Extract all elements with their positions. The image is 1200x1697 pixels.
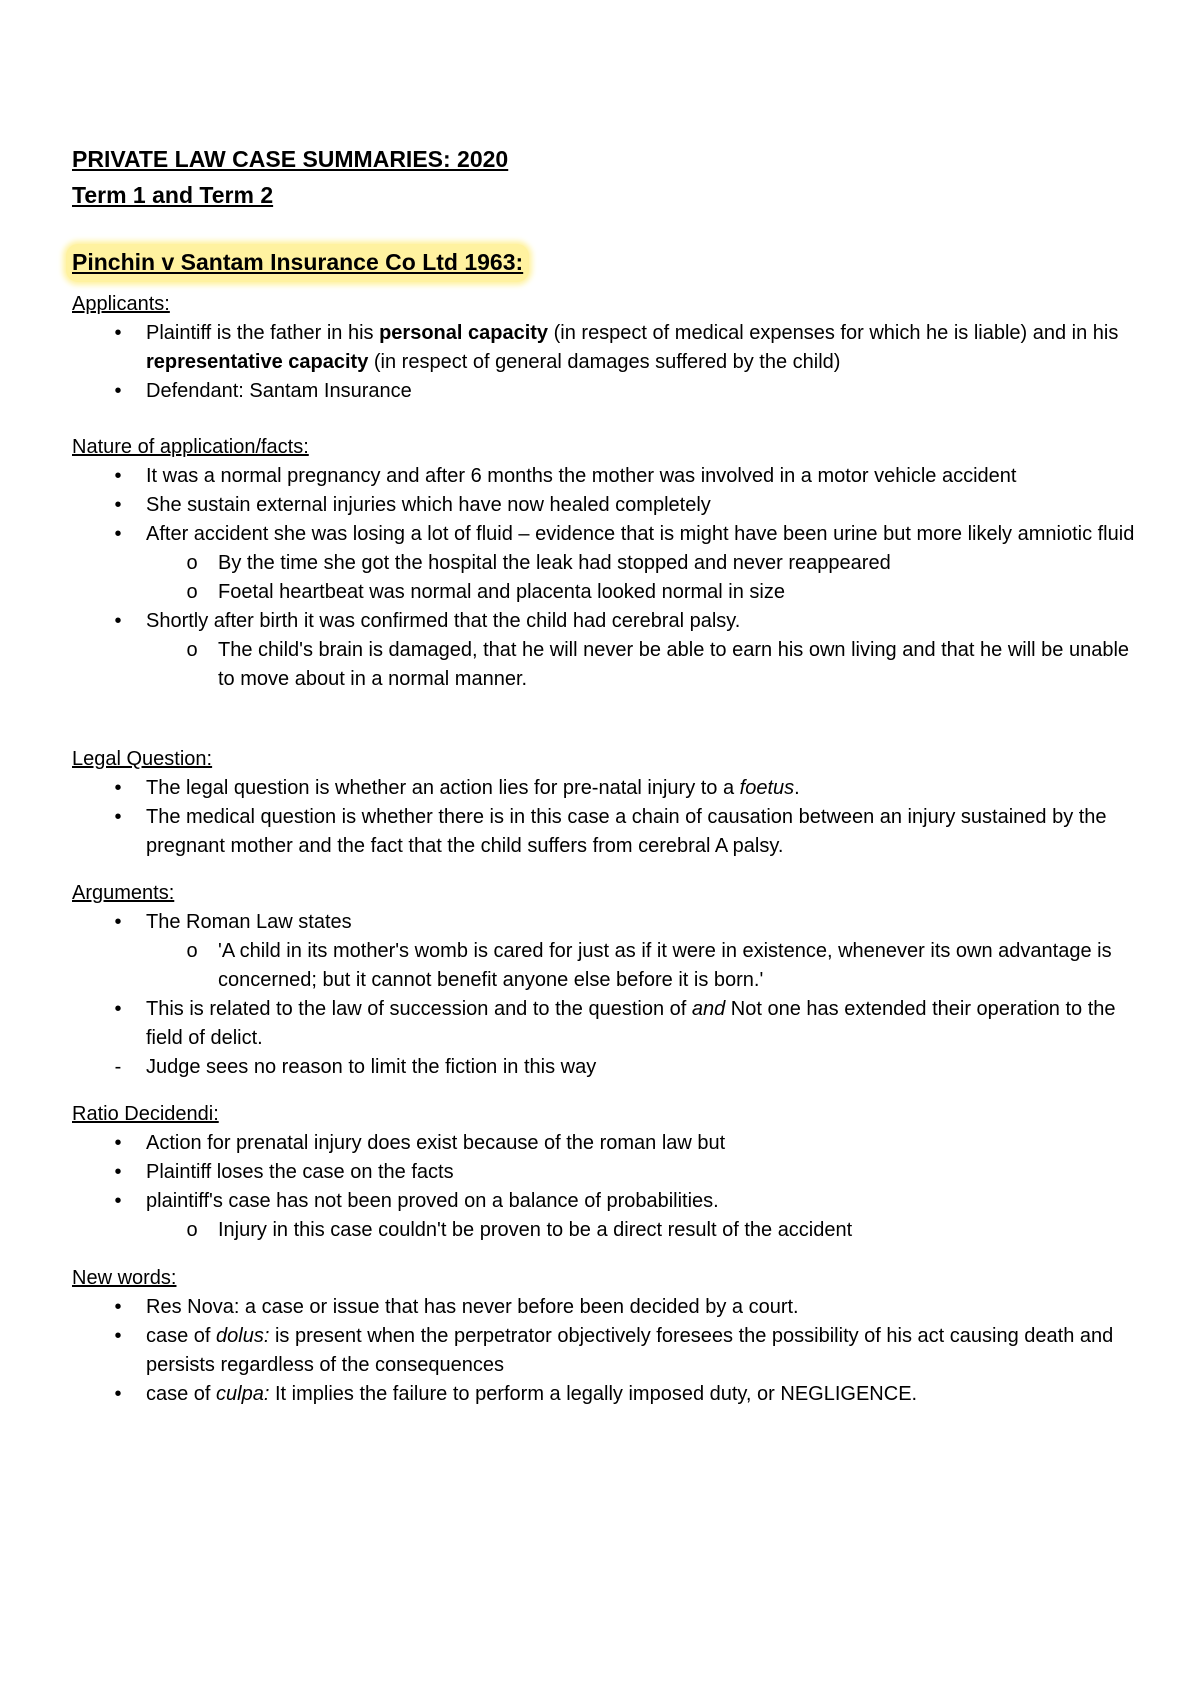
- text-run: The legal question is whether an action lies for pre-natal injury to a: [146, 777, 740, 799]
- list-item: [72, 1187, 1142, 1216]
- text-run: Injury in this case couldn't be proven to be a direct result of the accident: [218, 1219, 853, 1241]
- list-item: [72, 1129, 1142, 1158]
- sub-bullet-icon: o: [186, 639, 198, 661]
- text-run: (in respect of medical expenses for which he is liable) and in his: [548, 322, 1119, 344]
- list-item: [72, 319, 1142, 377]
- case-title-highlight: [66, 244, 529, 282]
- bullet-icon: •: [114, 465, 122, 487]
- bold-term: personal capacity: [379, 322, 549, 344]
- text-run: plaintiff's case has not been proved on a balance of probabilities.: [146, 1190, 719, 1212]
- section-heading-arguments: Arguments:: [72, 882, 175, 904]
- text-run: By the time she got the hospital the leak had stopped and never reappeared: [218, 552, 891, 574]
- list-item: [72, 803, 1142, 861]
- legal-question-list: [72, 774, 1142, 861]
- text-run: Shortly after birth it was confirmed that the child had cerebral palsy.: [146, 610, 741, 632]
- applicants-section: [72, 290, 1142, 406]
- section-heading-ratio: Ratio Decidendi:: [72, 1103, 219, 1125]
- bold-term: representative capacity: [146, 351, 369, 373]
- list-item: [72, 377, 1142, 406]
- sub-list-item: [72, 1216, 1142, 1245]
- text-run: Plaintiff loses the case on the facts: [146, 1161, 454, 1183]
- list-item: [72, 462, 1142, 491]
- sub-bullet-icon: o: [186, 552, 198, 574]
- list-item: [72, 491, 1142, 520]
- text-run: Defendant: Santam Insurance: [146, 380, 412, 402]
- sub-bullet-icon: o: [186, 581, 198, 603]
- text-run: Plaintiff is the father in his: [146, 322, 380, 344]
- text-run: It implies the failure to perform a legally imposed duty, or NEGLIGENCE.: [269, 1383, 918, 1405]
- new-words-list: [72, 1293, 1142, 1409]
- sub-bullet-icon: o: [186, 940, 198, 962]
- list-item: [72, 995, 1142, 1053]
- bullet-icon: •: [114, 1383, 122, 1405]
- bullet-icon: •: [114, 1132, 122, 1154]
- sub-list-item: [72, 937, 1142, 995]
- sub-bullet-icon: o: [186, 1219, 198, 1241]
- list-item: [72, 1293, 1142, 1322]
- section-heading-facts: Nature of application/facts:: [72, 436, 309, 458]
- list-item: [72, 1322, 1142, 1380]
- text-run: is present when the perpetrator objectively foresees the possibility of his act causing death and persists regardless of the consequences: [146, 1325, 1114, 1376]
- text-run: She sustain external injuries which have now healed completely: [146, 494, 711, 516]
- dash-icon: -: [114, 1056, 122, 1078]
- applicants-list: [72, 319, 1142, 406]
- bullet-icon: •: [114, 494, 122, 516]
- bullet-icon: •: [114, 610, 122, 632]
- text-run: The child's brain is damaged, that he will never be able to earn his own living and that he will be unable to move about in a normal manner.: [218, 639, 1130, 690]
- text-run: (in respect of general damages suffered by the child): [368, 351, 841, 373]
- bullet-icon: •: [114, 380, 122, 402]
- case-title: Pinchin v Santam Insurance Co Ltd 1963:: [72, 249, 524, 275]
- section-heading-applicants: Applicants:: [72, 293, 170, 315]
- italic-term: dolus:: [216, 1325, 270, 1347]
- bullet-icon: •: [114, 322, 122, 344]
- arguments-list: [72, 908, 1142, 1082]
- italic-term: and: [691, 998, 726, 1020]
- list-item: [72, 908, 1142, 937]
- text-run: The Roman Law states: [146, 911, 352, 933]
- list-item: [72, 520, 1142, 549]
- section-heading-legal-question: Legal Question:: [72, 748, 213, 770]
- list-item: [72, 607, 1142, 636]
- text-run: It was a normal pregnancy and after 6 months the mother was involved in a motor vehicle accident: [146, 465, 1017, 487]
- text-run: case of: [146, 1325, 217, 1347]
- bullet-icon: •: [114, 998, 122, 1020]
- bullet-icon: •: [114, 911, 122, 933]
- sub-list-item: [72, 636, 1142, 694]
- list-item: [72, 774, 1142, 803]
- document-subtitle: Term 1 and Term 2: [72, 182, 274, 208]
- bullet-icon: •: [114, 777, 122, 799]
- list-item: [72, 1158, 1142, 1187]
- document-title: PRIVATE LAW CASE SUMMARIES: 2020: [72, 146, 509, 172]
- text-run: 'A child in its mother's womb is cared for just as if it were in existence, whenever its own advantage is concerned; but it cannot benefit anyone else before it is born.': [218, 940, 1112, 991]
- bullet-icon: •: [114, 1190, 122, 1212]
- bullet-icon: •: [114, 1296, 122, 1318]
- text-run: Not one has extended their operation to the field of delict.: [146, 998, 1116, 1049]
- text-run: .: [794, 777, 800, 799]
- bullet-icon: •: [114, 806, 122, 828]
- bullet-icon: •: [114, 1325, 122, 1347]
- text-run: Action for prenatal injury does exist because of the roman law but: [146, 1132, 726, 1154]
- bullet-icon: •: [114, 523, 122, 545]
- text-run: Foetal heartbeat was normal and placenta looked normal in size: [218, 581, 785, 603]
- dash-list-item: [72, 1053, 1142, 1082]
- text-run: case of: [146, 1383, 217, 1405]
- legal-question-section: [72, 745, 1142, 861]
- sub-list-item: [72, 578, 1142, 607]
- facts-section: [72, 433, 1142, 694]
- italic-term: culpa:: [216, 1383, 270, 1405]
- text-run: After accident she was losing a lot of fluid – evidence that is might have been urine but more likely amniotic fluid: [146, 523, 1135, 545]
- facts-list: [72, 462, 1142, 694]
- text-run: The medical question is whether there is in this case a chain of causation between an injury sustained by the pregnant mother and the fact that the child suffers from cerebral A palsy.: [146, 806, 1107, 857]
- text-run: Judge sees no reason to limit the fiction in this way: [146, 1056, 597, 1078]
- italic-term: foetus: [739, 777, 795, 799]
- text-run: This is related to the law of succession and to the question of: [146, 998, 692, 1020]
- sub-list-item: [72, 549, 1142, 578]
- arguments-section: [72, 879, 1142, 1082]
- new-words-section: [72, 1264, 1142, 1409]
- ratio-list: [72, 1129, 1142, 1245]
- list-item: [72, 1380, 1142, 1409]
- bullet-icon: •: [114, 1161, 122, 1183]
- ratio-section: [72, 1100, 1142, 1245]
- text-run: Res Nova: a case or issue that has never before been decided by a court.: [146, 1296, 799, 1318]
- section-heading-new-words: New words:: [72, 1267, 177, 1289]
